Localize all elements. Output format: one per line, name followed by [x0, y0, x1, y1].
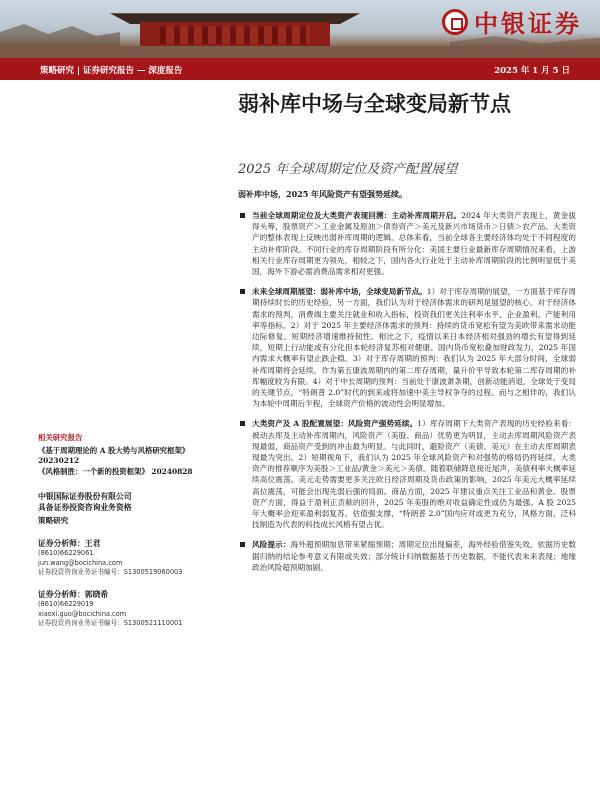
key-point-cycle-position: [238, 210, 576, 277]
company-name: 中银国际证券股份有限公司: [38, 492, 132, 501]
key-point-body: 2024 年大类资产表现上，黄金拔得头筹，股票资产＞工业金属及原油＞债券资产＞美元及新兴市场货币＞日债＞农产品。大类资产的整体表现上反映出弱补库周期的逻辑。总体来看，当前全球各主要经济体均处于不同程度的主动补库阶段。不同行业的库存周期阶段有所分化：美国主要行业最新库存周期情况来看，上游相关行业库存周期更为领先，相较之下，国内各大行业处于主动补库周期阶段的比例明显低于美国，海外下游必需消费品需求相对更强。: [252, 211, 576, 277]
report-info-bar: [0, 58, 600, 80]
key-point-heading: 风险提示：: [252, 540, 291, 550]
key-point-heading: 未来全球周期展望：弱补库中场，全球变局新节点。: [252, 287, 427, 297]
brand-logo: [442, 4, 582, 39]
key-point-body: 海外超预期加息带来紧缩预期；周期定位出现偏差，海外经验借鉴失效，依据历史数据归纳的结论参考意义有限或失效；部分统计归纳数据基于历史数据，不能代表未来表现；地缘政治风险超预期加剧。: [252, 540, 577, 572]
banner-palace-columns: [160, 26, 310, 44]
boc-logo-icon: [442, 9, 468, 35]
key-points: [238, 210, 576, 582]
report-type: 策略研究: [38, 516, 69, 525]
header-banner: [0, 0, 600, 58]
key-point-risk-warning: [238, 539, 576, 573]
key-point-body: 1）库存周期下大类资产表现的历史经验来看：被动去库及主动补库周期内，风险资产（美股、商品）优势更为明显，主动去库周期风险资产表现最弱，商品资产受到的冲击最为明显。与此同时，避险资产（美债、美元）在主动去库周期表现最为突出。2）短期视角下，我们认为 2025 年全球风险资产和对强势的格局仍将延续，大类资产的推荐顺序为美股＞工业品/黄金＞美元＞美债。随着联储降息接近尾声，美债利率大概率延续高位震荡。美元走势需要更多关注欧日经济周期及货币政策的影响，2025 年美元大概率延续高位震荡，可能会出现先弱后强的局面。商品方面，2025 年建议重点关注工业品和黄金。股票资产方面，得益于盈利正贡献的回升，2025 年美股的绝对收益确定性或仍为最强。A 股 2025 年大概率会迎来盈利弱复苏，估值强支撑，“特朗普 2.0”国内应对或更为充分，风格方面，泛科技制造为代表的科技成长风格有望占优。: [252, 419, 576, 530]
company-qualification: 具备证券投资咨询业务资格: [38, 503, 132, 512]
analyst-name: 证券分析师：王君: [38, 538, 101, 548]
analyst-card: [38, 590, 228, 629]
related-reports-title: 相关研究报告: [38, 433, 83, 442]
analyst-email[interactable]: jun.wang@bocichina.com: [38, 558, 123, 567]
analyst-name: 证券分析师：郭晓希: [38, 589, 109, 599]
banner-ground: [0, 46, 600, 58]
related-report-item[interactable]: 《基于周期理论的 A 股大势与风格研究框架》 20230212: [38, 445, 190, 465]
analyst-phone: (8610)66229061: [38, 549, 94, 557]
report-subtitle: 2025 年全球周期定位及资产配置展望: [238, 162, 458, 177]
key-point-heading: 大类资产及 A 股配置展望：风险资产强势延续。: [252, 419, 418, 429]
report-title: 弱补库中场与全球变局新节点: [238, 91, 511, 116]
key-point-asset-allocation: [238, 418, 576, 530]
sidebar: [38, 433, 228, 629]
related-report-item[interactable]: 《风格制胜：一个新的投资框架》 20240828: [38, 466, 193, 476]
report-category: 策略研究 | 证券研究报告 — 深度报告: [40, 66, 183, 76]
key-point-body: 1）对于库存周期的展望，一方面基于库存周期持续时长的历史经验，另一方面，我们认为对于经济体需求的研判是展望的核心。对于经济体需求的预判，消费端主要关注就业和收入指标，投资我们更关注利率水平、企业盈利、产能利用率等指标。2）对于 2025 年主要经济体需求的预判：持续的货币宽松有望为美欧带来需求动能边际修复，短期经济增速维持韧性。相比之下，疫情以来日本经济相对强劲的增长有望得到延续，短期上行动能或有分化但本轮经济复苏相对健康。国内货币宽松叠加财政发力，2025 年国内需求大概率有望止跌企稳。3）对于库存周期的预判：我们认为 2025 年大部分时间，全球弱补库周期将会延续。作为第五康波周期内的第二库存周期，量升价平导致本轮第二库存周期的补库幅度较为有限。4）对于中长周期的预判：当前处于康波萧条期，创新动能消退，全球处于变局的关键节点，“特朗普 2.0”时代的到来或将加速中美主导权争夺的过程。而与之相伴的，我们认为本轮中周期后半程，全球资产价格的波动性会明显增加。: [252, 287, 576, 409]
analyst-phone: (8610)66229019: [38, 600, 94, 608]
logo-text: 中银证券: [474, 10, 582, 38]
analyst-cert: 证券投资咨询业务证书编号：S1300521110001: [38, 619, 183, 627]
key-point-heading: 当前全球周期定位及大类资产表现回溯：主动补库周期开启。: [252, 211, 462, 220]
analyst-card: [38, 539, 228, 578]
analyst-cert: 证券投资咨询业务证书编号：S1300519060003: [38, 568, 183, 576]
key-point-cycle-outlook: [238, 286, 576, 409]
lead-statement: 弱补库中场，2025 年风险资产有望强势延续。: [238, 189, 408, 199]
report-date: 2025 年 1 月 5 日: [494, 66, 570, 76]
analyst-email[interactable]: xiaoxi.guo@bocichina.com: [38, 609, 127, 618]
